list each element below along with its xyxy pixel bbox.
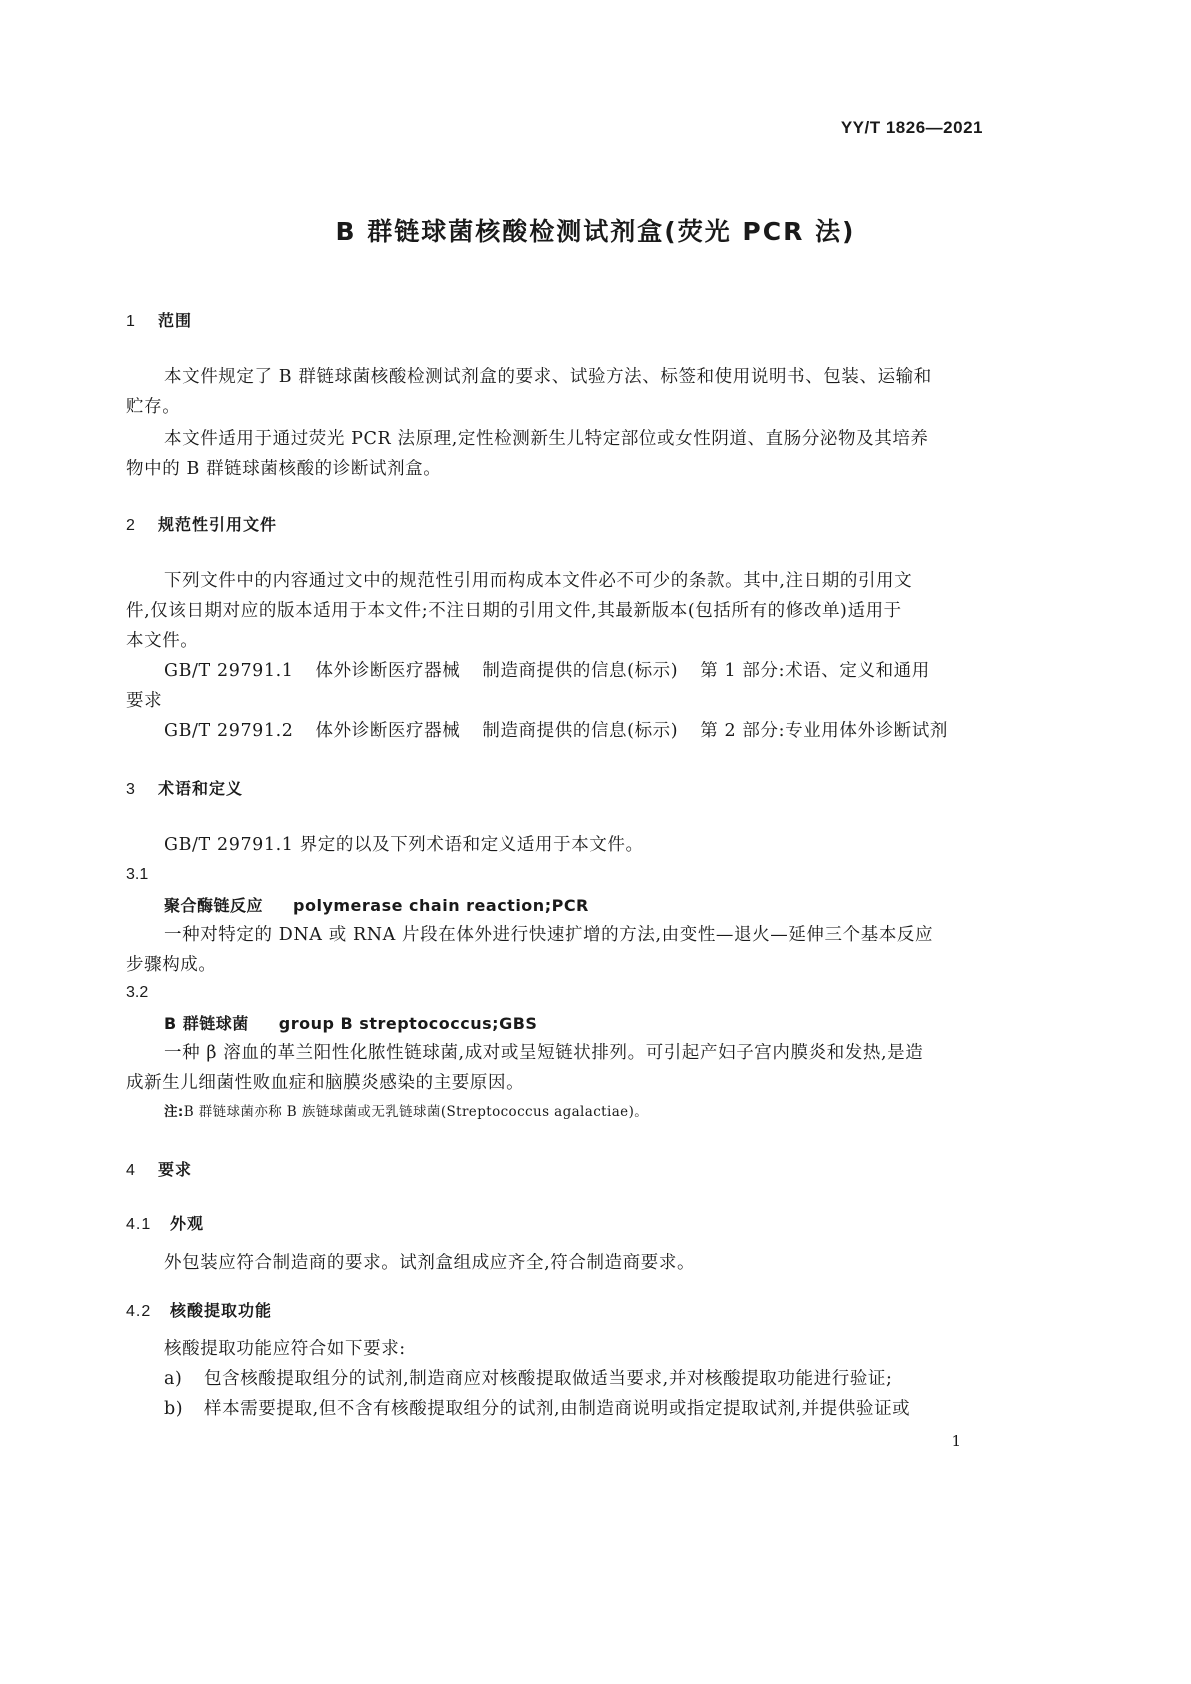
term-english: polymerase chain reaction;PCR — [293, 896, 589, 915]
reference-title-part: 第 2 部分:专业用体外诊断试剂 — [700, 721, 948, 741]
section-number: 2 — [126, 517, 136, 534]
section-2-heading — [126, 512, 277, 535]
term-chinese: 聚合酶链反应 — [164, 896, 264, 915]
section-number: 1 — [126, 313, 136, 330]
section-number: 3 — [126, 781, 136, 798]
paragraph-line: 一种 β 溶血的革兰阳性化脓性链球菌,成对或呈短链状排列。可引起产妇子宫内膜炎和发热,是造 — [164, 1043, 924, 1063]
paragraph-line: 件,仅该日期对应的版本适用于本文件;不注日期的引用文件,其最新版本(包括所有的修改单)适用于 — [126, 601, 902, 621]
list-marker: a) — [164, 1369, 183, 1389]
paragraph-line: 本文件。 — [126, 631, 199, 651]
note — [164, 1100, 648, 1120]
term-entry — [164, 893, 589, 916]
section-4-1-heading — [126, 1211, 204, 1234]
page-number: 1 — [951, 1432, 961, 1450]
paragraph-line: 下列文件中的内容通过文中的规范性引用而构成本文件必不可少的条款。其中,注日期的引用文 — [164, 571, 913, 591]
reference-title-part: 制造商提供的信息(标示) — [482, 721, 679, 741]
list-item-text: 样本需要提取,但不含有核酸提取组分的试剂,由制造商说明或指定提取试剂,并提供验证或 — [204, 1399, 911, 1419]
section-title: 规范性引用文件 — [158, 515, 278, 534]
standard-number: YY/T 1826—2021 — [840, 118, 983, 137]
section-1-heading — [126, 308, 192, 331]
term-english: group B streptococcus;GBS — [278, 1014, 538, 1033]
paragraph-line: 物中的 B 群链球菌核酸的诊断试剂盒。 — [126, 459, 442, 479]
section-4-heading — [126, 1157, 192, 1180]
reference-title-part: 制造商提供的信息(标示) — [482, 661, 679, 681]
paragraph-line: 要求 — [126, 691, 163, 711]
reference-title-part: 第 1 部分:术语、定义和通用 — [700, 661, 930, 681]
term-number: 3.1 — [126, 866, 149, 883]
section-number: 4.2 — [126, 1303, 152, 1320]
paragraph-line: GB/T 29791.1 界定的以及下列术语和定义适用于本文件。 — [164, 835, 644, 855]
normative-reference-2 — [164, 716, 948, 746]
section-4-2-heading — [126, 1298, 272, 1321]
paragraph-line: 贮存。 — [126, 397, 181, 417]
paragraph-line: 本文件适用于通过荧光 PCR 法原理,定性检测新生儿特定部位或女性阴道、直肠分泌物及其培养 — [164, 429, 929, 449]
section-number: 4.1 — [126, 1216, 152, 1233]
note-text: B 群链球菌亦称 B 族链球菌或无乳链球菌(Streptococcus agalactiae)。 — [183, 1104, 649, 1120]
reference-title-part: 体外诊断医疗器械 — [315, 721, 461, 741]
paragraph-line: 步骤构成。 — [126, 955, 217, 975]
term-chinese: B 群链球菌 — [164, 1014, 249, 1033]
section-title: 范围 — [158, 311, 193, 330]
term-entry — [164, 1011, 537, 1034]
note-label: 注: — [164, 1104, 184, 1120]
section-title: 核酸提取功能 — [170, 1301, 273, 1320]
list-marker: b) — [164, 1399, 184, 1419]
document-title: B 群链球菌核酸检测试剂盒(荧光 PCR 法) — [335, 217, 856, 246]
section-3-heading — [126, 776, 243, 799]
paragraph-line: 一种对特定的 DNA 或 RNA 片段在体外进行快速扩增的方法,由变性—退火—延伸三个基本反应 — [164, 925, 934, 945]
section-title: 要求 — [158, 1160, 193, 1179]
reference-code: GB/T 29791.2 — [164, 721, 294, 741]
list-item-text: 包含核酸提取组分的试剂,制造商应对核酸提取做适当要求,并对核酸提取功能进行验证; — [204, 1369, 893, 1389]
section-title: 术语和定义 — [158, 779, 244, 798]
section-number: 4 — [126, 1162, 136, 1179]
list-item-a — [164, 1364, 893, 1394]
list-item-b — [164, 1394, 910, 1424]
paragraph-line: 本文件规定了 B 群链球菌核酸检测试剂盒的要求、试验方法、标签和使用说明书、包装、运输和 — [164, 367, 932, 387]
section-title: 外观 — [170, 1214, 205, 1233]
paragraph-line: 成新生儿细菌性败血症和脑膜炎感染的主要原因。 — [126, 1073, 525, 1093]
reference-title-part: 体外诊断医疗器械 — [315, 661, 461, 681]
normative-reference-1 — [164, 656, 930, 686]
reference-code: GB/T 29791.1 — [164, 661, 294, 681]
paragraph-line: 外包装应符合制造商的要求。试剂盒组成应齐全,符合制造商要求。 — [164, 1253, 696, 1273]
paragraph-line: 核酸提取功能应符合如下要求: — [164, 1339, 406, 1359]
term-number: 3.2 — [126, 984, 149, 1001]
